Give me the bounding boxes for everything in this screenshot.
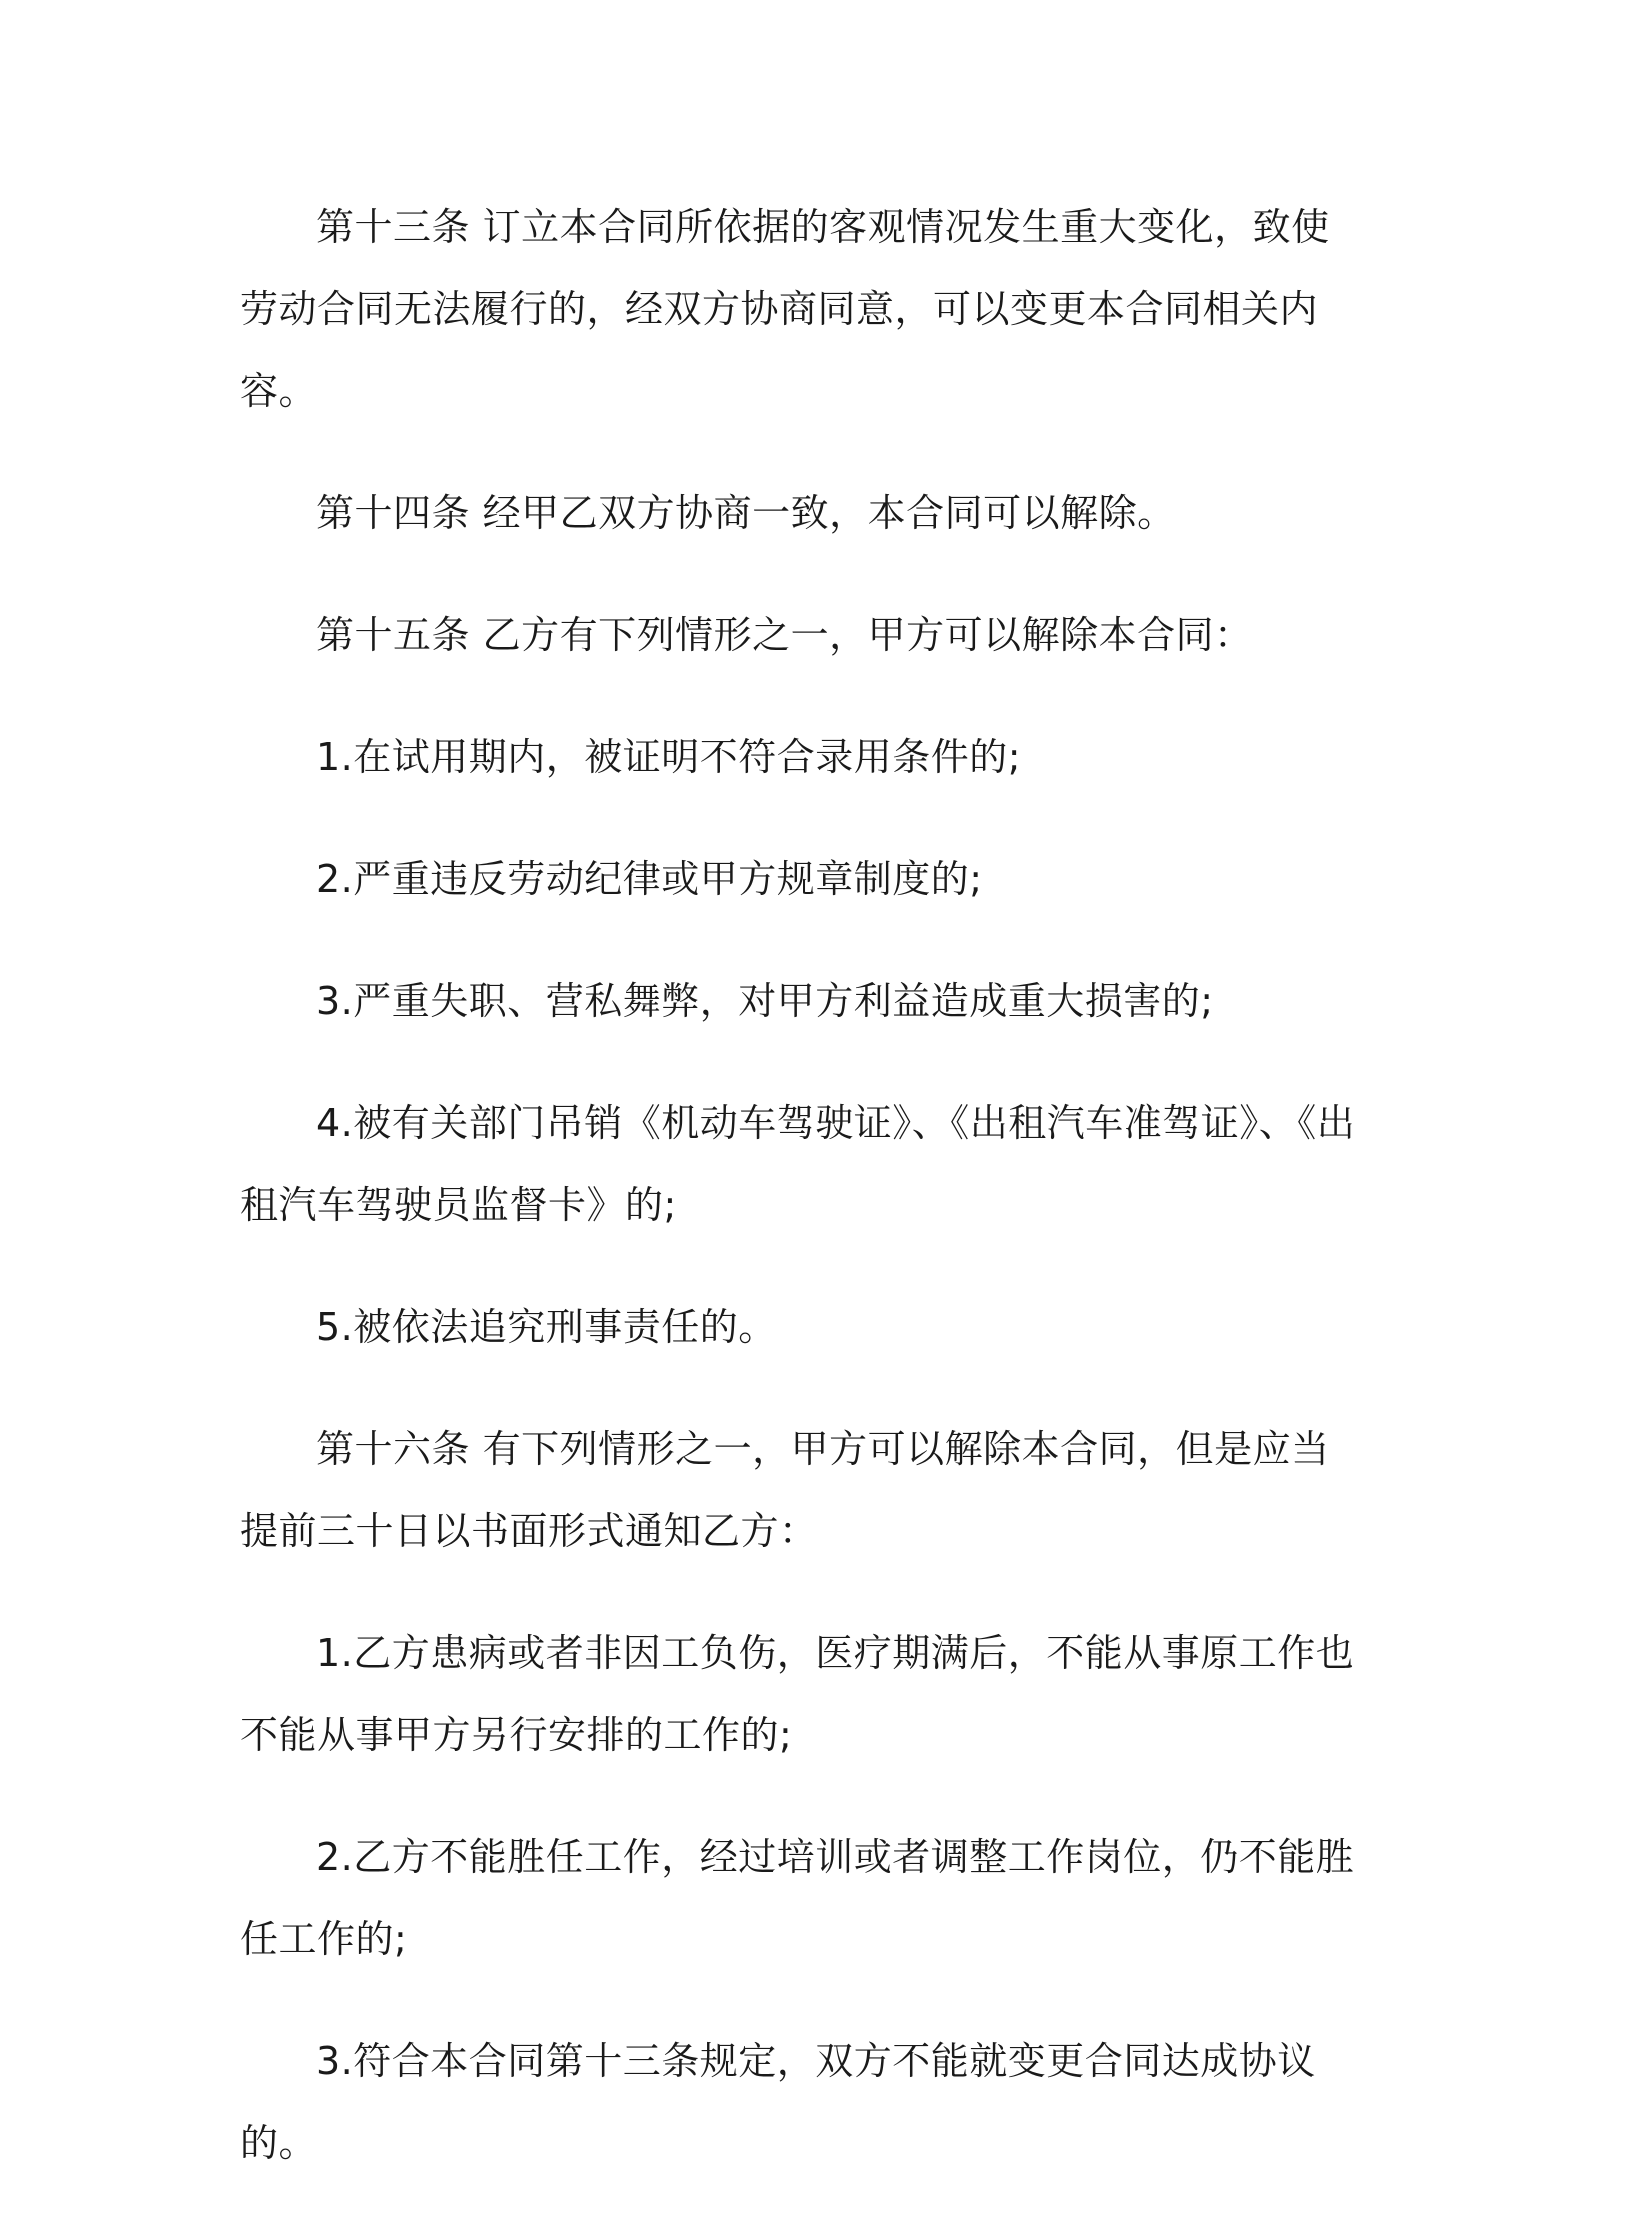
article-15-item-4: 4.被有关部门吊销《机动车驾驶证》、《出租汽车准驾证》、《出租汽车驾驶员监督卡》的; xyxy=(240,1101,1356,1227)
article-16-item-3: 3.符合本合同第十三条规定，双方不能就变更合同达成协议的。 xyxy=(240,2039,1316,2165)
article-15-item-1: 1.在试用期内，被证明不符合录用条件的; xyxy=(316,735,1022,779)
article-13: 第十三条 订立本合同所依据的客观情况发生重大变化，致使劳动合同无法履行的，经双方协商同意，可以变更本合同相关内容。 xyxy=(240,205,1330,413)
article-15-item-2: 2.严重违反劳动纪律或甲方规章制度的; xyxy=(316,857,983,901)
article-16-item-1: 1.乙方患病或者非因工负伤，医疗期满后，不能从事原工作也不能从事甲方另行安排的工作的; xyxy=(240,1631,1355,1757)
article-16: 第十六条 有下列情形之一，甲方可以解除本合同，但是应当提前三十日以书面形式通知乙方： xyxy=(240,1427,1330,1553)
article-15: 第十五条 乙方有下列情形之一，甲方可以解除本合同： xyxy=(316,613,1253,657)
article-16-item-2: 2.乙方不能胜任工作，经过培训或者调整工作岗位，仍不能胜任工作的; xyxy=(240,1835,1355,1961)
article-15-item-3: 3.严重失职、营私舞弊，对甲方利益造成重大损害的; xyxy=(316,979,1214,1023)
article-14: 第十四条 经甲乙双方协商一致，本合同可以解除。 xyxy=(316,491,1176,535)
document-body xyxy=(240,186,1368,2224)
article-15-item-5: 5.被依法追究刑事责任的。 xyxy=(316,1305,777,1349)
